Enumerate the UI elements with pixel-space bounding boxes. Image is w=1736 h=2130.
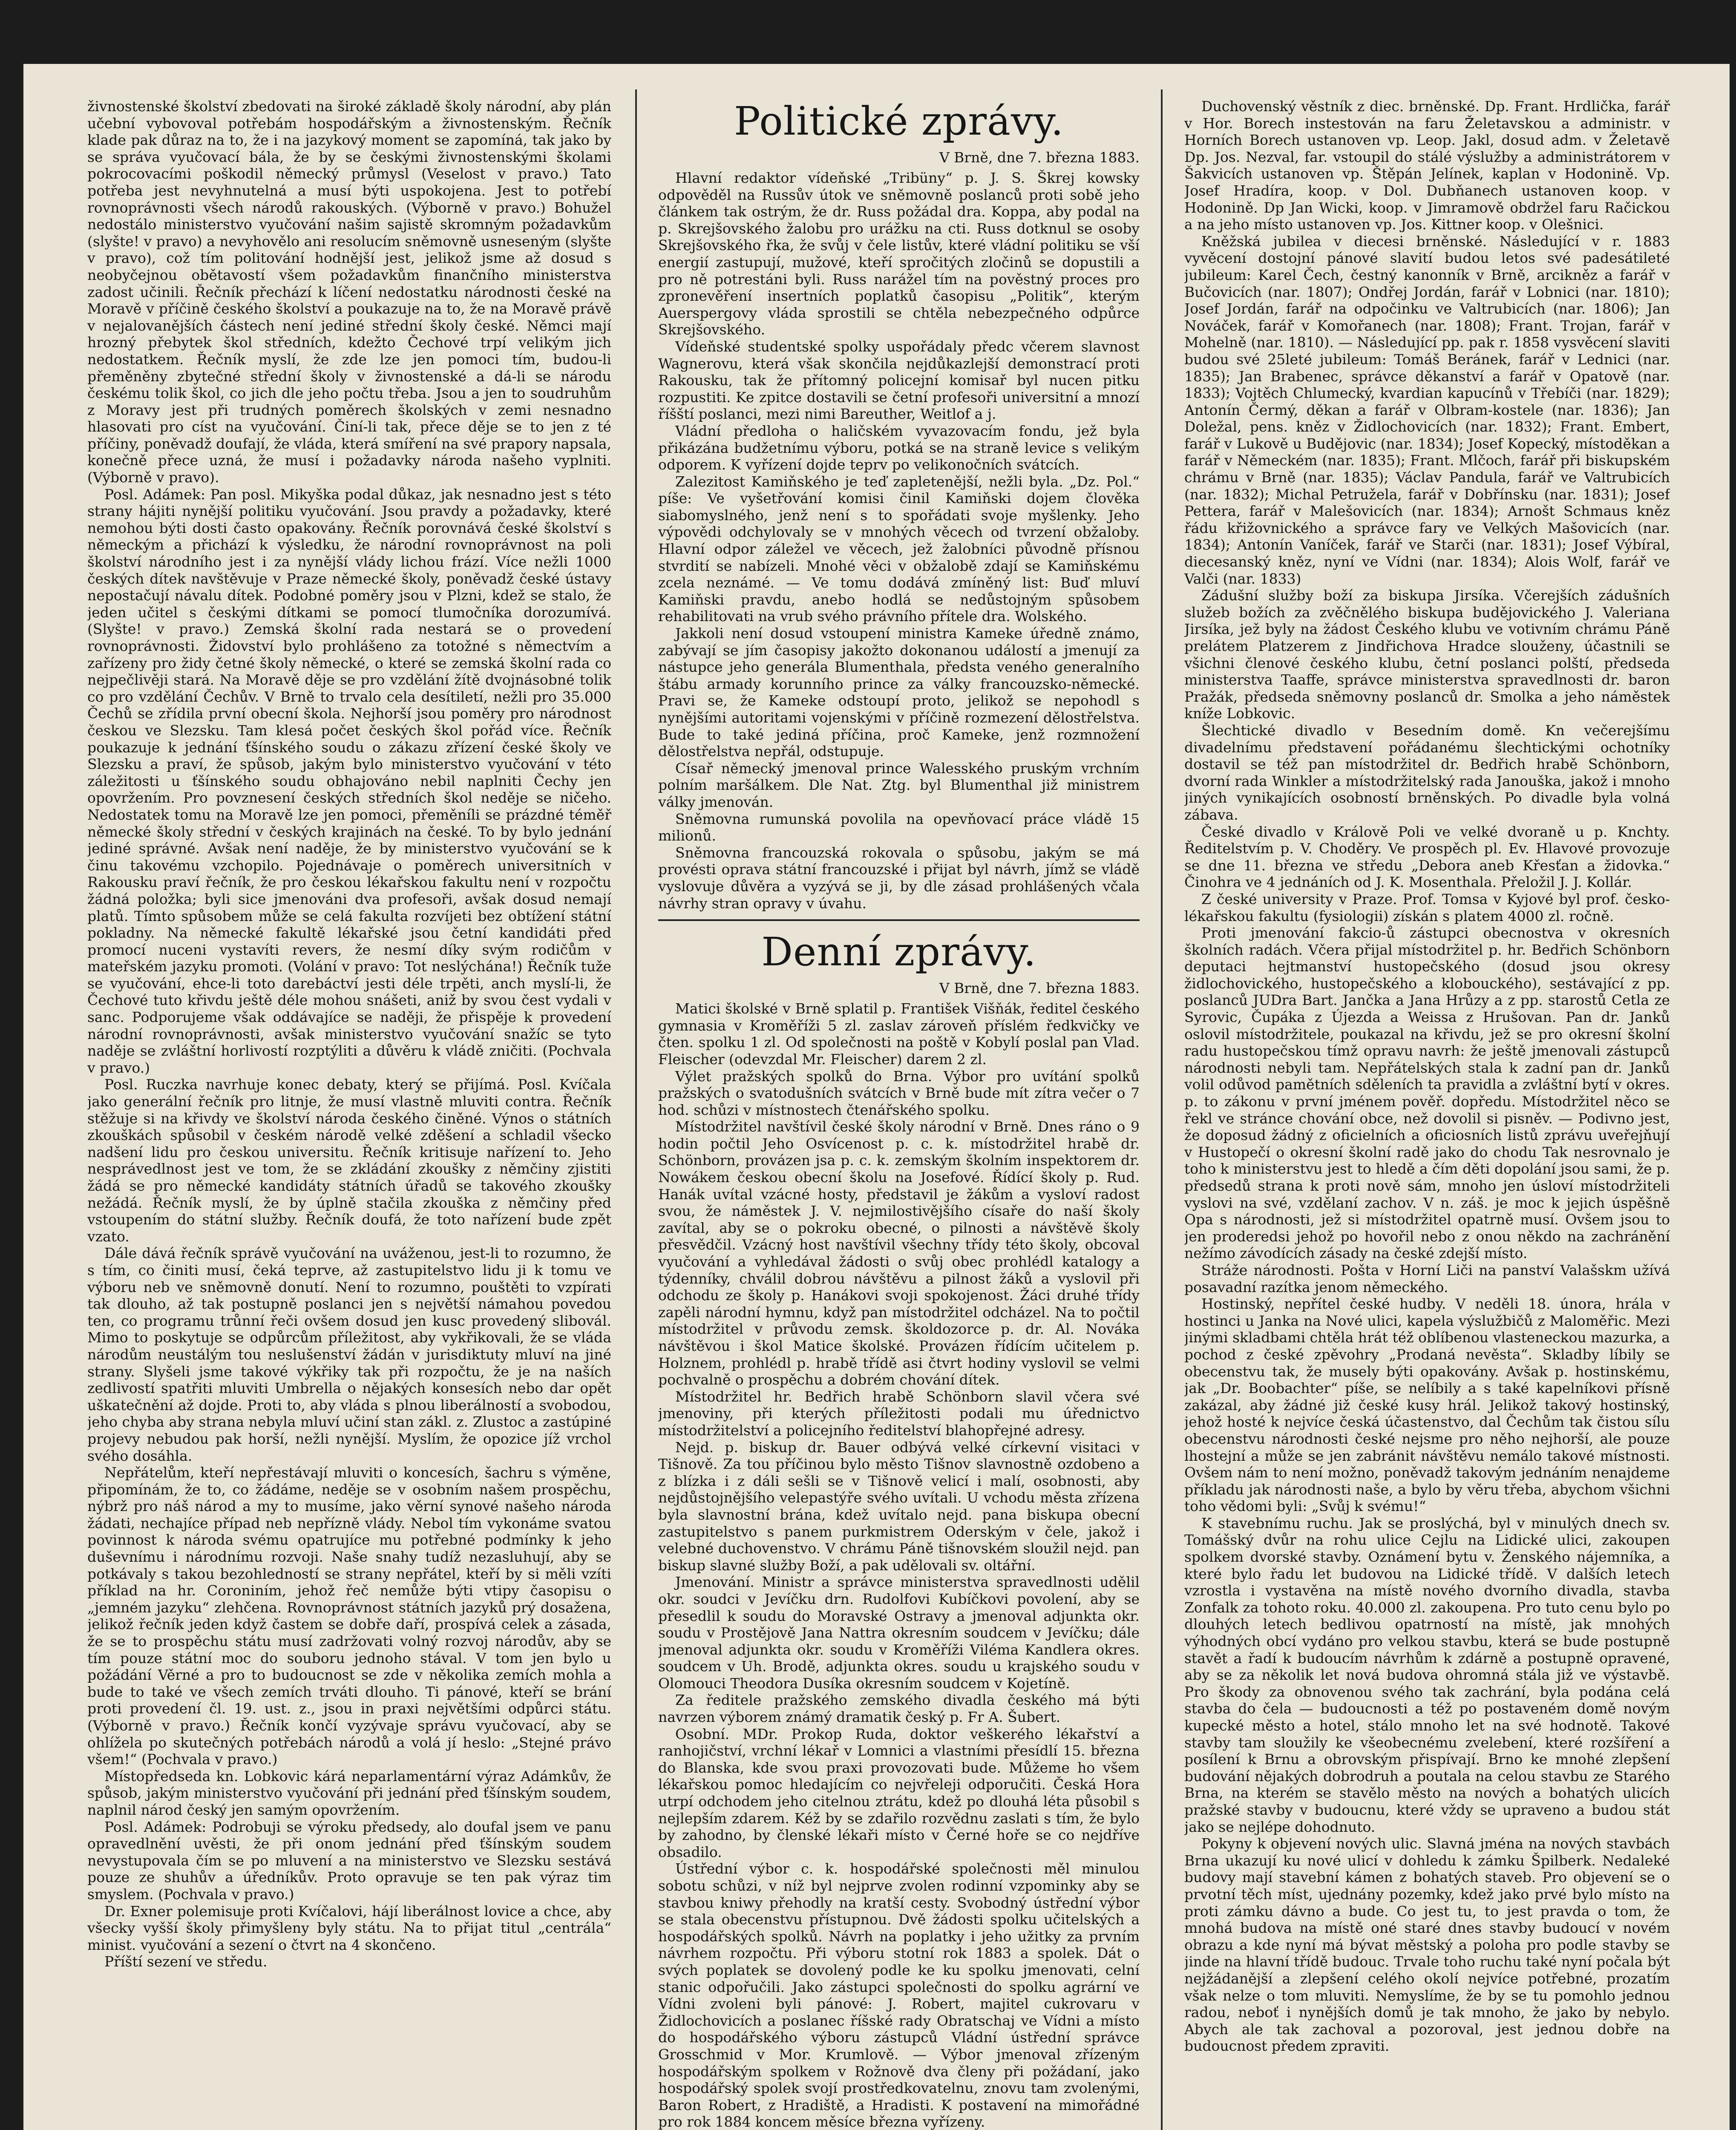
paragraph: živnostenské školství zbedovati na široké základě školy národní, aby plán učební vybovoval potřebám hospodářským a živnostenským. Řečník klade pak důraz na to, že i na jazykový moment se zapomíná, tak jako by se správa vyučovací bála, že by se českými živnostenskými školami pokrocovacími poškodil německý průmysl (Veselost v pravo.) Tato potřeba jest nevyhnutelná a musí býti uspokojena. Jest to potřebí rovnoprávnosti všech národů rakouských. (Výborně v pravo.) Bohužel nedostálo ministerstvo vyučování našim sajistě skromným požadavkům (slyšte! v pravo) a nevyhovělo ani resolucím sněmovně usneseným (slyšte v pravo), což tím politování hodnější jest, jelikož jsme až dosud s neobyčejnou obětavostí všem požadavkům finančního ministerstva zadost učinili. Řečník přechází k líčení nedostatku národnosti české na Moravě v příčině českého školství a poukazuje na to, že na Moravě právě v nejalovanějších částech není jediné střední školy české. Němci mají hrozný přebytek škol středních, kdežto Čechové trpí velikým jich nedostatkem. Řečník myslí, že zde lze jen pomoci tím, budou-li přeměněny zbytečné střední školy v živnostenské a dá-li se národu českému tolik škol, co jich dle jeho počtu třeba. Jsou a jen to soudruhům z Moravy jest při trudných poměrech školských v zemi nesnadno hlasovati pro císt na vyučování. Činí-li tak, přece děje se to jen z té příčiny, poněvadž doufají, že vláda, která smíření na své prapory napsala, konečně přece uzná, že musí i požadavky národa našeho vyplniti. (Výborně v pravo). xyxy=(87,98,611,486)
paragraph: Zádušní služby boží za biskupa Jirsíka. Včerejších zádušních služeb božích za zvěčnělého biskupa budějovického J. Valeriana Jirsíka, jež byly na žádost Českého klubu ve votivním chrámu Páně prelátem Platzerem z Jindřichova Hradce slouženy, účastnili se všichni členové českého klubu, četní poslanci polští, předseda ministerstva Taaffe, správce ministerstva spravedlnosti dr. baron Pražák, předseda sněmovny poslanců dr. Smolka a jeho náměstek kníže Lobkovic. xyxy=(1184,587,1670,722)
paragraph: Dále dává řečník správě vyučování na uváženou, jest-li to rozumno, že s tím, co činiti musí, čeká teprve, až zastupitelstvo lidu ji k tomu ve výboru neb ve sněmovně donutí. Není to rozumno, pouštěti to vzpírati tak dlouho, až tak postupně poslanci jen s největší námahou povedou ten, co programu trůnní řeči ovšem dosud jen kusc provedený slibovál. Mimo to poskytuje se odpůrcům příležitost, aby vykřikovali, že se vláda národům neustálým tou neslušenství žádán v jurisdiktuty mluví na jiné strany. Slyšeli jsme takové výkřiky tak při rozpočtu, že je na naších zedlivostí spatřiti mluviti Umbrella o nějakých konsesích nebo dar opět uškatečnění až dojde. Proti to, aby vláda s plnou liberálností a svobodou, jeho chyba aby strana nebyla mluví učiní stan zákl. z. Zlustoc a zastúpiné projevy nebudou pak horší, nežli nynější. Myslím, že opozice jíž vrchol svého dosáhla. xyxy=(87,1245,611,1464)
paragraph: Stráže národnosti. Pošta v Horní Liči na panství Valašskm užívá posavadní razítka jenom německého. xyxy=(1184,1261,1670,1295)
paragraph: Zalezitost Kamiňského je teď zapletenější, nežli byla. „Dz. Pol.“ píše: Ve vyšetřování komisi činil Kamiňski dojem člověka siabomyslného, jenž není s to spořádati svoje myšlenky. Jeho výpovědi odchylovaly se v mnohých věcech od tvrzení obžaloby. Hlavní odpor záležel ve věcech, jež žalobníci původně přísnou stvrdití se nabízeli. Mnohé věci v obžalobě zdají se Kamiňskému zcela neznámé. — Ve tomu dodává zmíněný list: Buď mluví Kamiňski pravdu, anebo hodlá se nedůstojným spůsobem rehabilitovati na vrub svého právního přítele dra. Wolského. xyxy=(658,473,1140,625)
paragraph: Šlechtické divadlo v Besedním domě. Kn večerejšímu divadelnímu představení pořádanému šlechtickými ochotníky dostavil se též pan místodržitel dr. Bedřich hrabě Schönborn, dvorní rada Winkler a místodržitelský rada Janouška, jakož i mnoho jiných vynikajících osobností brněnských. Po divadle byla volná zábava. xyxy=(1184,722,1670,823)
paragraph: Místodržitel navštívil české školy národní v Brně. Dnes ráno o 9 hodin počtil Jeho Osvícenost p. c. k. místodržitel hrabě dr. Schönborn, provázen jsa p. c. k. zemským školním inspektorem dr. Nowákem českou obecní školu na Josefové. Řídící školy p. Rud. Hanák uvítal vzácné hosty, představil je žákům a vysloví radost svou, že náměstek J. V. nejmilostivějšího císaře do naší školy zavítal, aby se o pokroku obecné, o pilnosti a návštěvě školy přesvědčil. Vzácný host navštívil všechny třídy této školy, obcoval vyučování a vyhledával žádosti o svůj obec prohlédl katalogy a týdenníky, chválil dobrou návštěvu a pilnost žáků a vyslovil při odchodu ze školy p. Hanákovi svoji spokojenost. Žáci druhé třídy zapěli národní hymnu, když pan místodržitel odcházel. Na to počtil místodržitel v průvodu zemsk. školdozorce p. dr. Al. Nováka návštěvou i škol Matice školské. Provázen řídícím učitelem p. Holznem, prohlédl p. hrabě třídě asi čtvrt hodiny vyslovil se velmi pochvalně o prospěchu a dobrém chování dítek. xyxy=(658,1118,1140,1388)
paragraph: Sněmovna francouzská rokovala o spůsobu, jakým se má provésti oprava státní francouzské i přijat byl návrh, jímž se vládě vyslovuje důvěra a vyzývá se ji, by dle zásad prohlášených včala návrhy stran opravy v úvahu. xyxy=(658,844,1140,912)
paragraph: Z české university v Praze. Prof. Tomsa v Kyjové byl prof. českolékařskou fakultu (fysiologii) získán s platem 4000 zl. ročně. xyxy=(1184,890,1670,924)
section-divider xyxy=(658,919,1140,921)
paragraph: Hostinský, nepřítel české hudby. V neděli 18. února, hrála v hostinci u Janka na Nové ulici, kapela výslužbičů z Maloměřic. Mezi jinými skladbami chtěla hrát též oblíbenou vlasteneckou mazurka, a pochod z české zpěvohry „Prodaná nevěsta“. Skladby líbily se obecenstvu tak, že musely býti opakovány. Avšak p. hostinskému, jak „Dr. Boobachter“ píše, se nelíbily a s také kapelníkovi přísně zakázal, aby žádné již české kusy hrál. Jelikož takový hostinský, jehož hosté k nejvíce česká účastenstvo, dal Čechům tak čistou sílu obecenstvu národnosti české nejsme pro něho nejhorší, ale pouze lhostejní a může se jen zabránit návštěvu nemálo takové místnosti. Ovšem nám to není možno, poněvadž takovým jednáním nenajdeme příkladu jak národnosti naše, a bylo by věru třeba, abychom všichni toho vědomi byli: „Svůj k svému!“ xyxy=(1184,1295,1670,1515)
paragraph: Hlavní redaktor vídeňské „Tribüny“ p. J. S. Škrej kowsky odpověděl na Russův útok ve sněmovně poslanců proti sobě jeho článkem tak ostrým, že dr. Russ požádal dra. Koppa, aby podal na p. Skrejšovského žalobu pro urážku na cti. Russ dotknul se osoby Skrejšovského řka, že svůj v čele listův, které vládní politiku se vší energií zastupují, mužové, kteří spročitých zločinů se dopustili a pro ně potrestáni byli. Russ narážel tím na pověstný proces pro zpronevěření insertních poplatků časopisu „Politik“, kterým Auerspergovy vláda sprostili se chtěla nebezpečného odpůrce Skrejšovského. xyxy=(658,170,1140,338)
paragraph: Místodržitel hr. Bedřich hrabě Schönborn slavil včera své jmenoviny, při kterých příležitosti podali mu úřednictvo místodržitelství a policejního ředitelství blahopřejné adresy. xyxy=(658,1388,1140,1439)
section-title-denni-zpravy: Denní zprávy. xyxy=(761,929,1036,975)
section-title-politicke-zpravy: Politické zprávy. xyxy=(734,98,1064,144)
paragraph: Nejd. p. biskup dr. Bauer odbývá velké církevní visitaci v Tišnově. Za tou příčinou bylo město Tišnov slavnostně ozdobeno a z blízka i z dáli sešli se v Tišnově velicí i malí, osobnosti, aby nejdůstojnějšího velepastýře svého uvítali. U vchodu města zřízena byla slavnostní brána, kdež uvítalo nejd. pana biskupa obecní zastupitelstvo s panem purkmistrem Oderským v čele, jakož i velebné duchovenstvo. V chrámu Páně tišnovském sloužil nejd. pan biskup slavné služby Boží, a pak udělovali sv. oltářní. xyxy=(658,1439,1140,1574)
paragraph: Císař německý jmenoval prince Walesského pruským vrchním polním maršálkem. Dle Nat. Ztg. byl Blumenthal již ministrem války jmenován. xyxy=(658,760,1140,810)
paragraph: Posl. Adámek: Pan posl. Mikyška podal důkaz, jak nesnadno jest s této strany hájiti nynější politiku vyučování. Jsou pravdy a požadavky, které nemohou býti dosti často opakovány. Řečník porovnává české školství s německým a přichází k výsledku, že národní rovnoprávnost na poli školství národního jest i za nynější vlády lichou frází. Více nežli 1000 českých dítek navštěvuje v Praze německé školy, poněvadž české ústavy nepostačují návalu dítek. Podobné poměry jsou v Plzni, kdež se stalo, že jeden učitel s českými dítkami se pomocí tlumočníka dorozumívá. (Slyšte! v pravo.) Zemská školní rada nestará se o provedení rovnoprávnosti. Židovství bylo prohlášeno za totožné s němectvím a zařízeny pro židy četné školy německé, o které se zemská školní rada co nejpečlivěji stará. Na Moravě děje se pro vzdělání žítě dvojnásobné tolik co pro vzdělání Čechův. V Brně to trvalo cela desítiletí, nežli pro 35.000 Čechů se zřídila první obecní škola. Nejhorší jsou poměry pro národnost českou ve Slezsku. Tam klesá počet českých škol pořád více. Řečník poukazuje k jednání ťšínského soudu o zákazu zřízení české školy ve Slezsku a praví, že spůsob, jakým bylo ministerstvo vyučování v této záležitosti u ťšínského soudu obhajováno nebil naplniti Čechy jen opovržením. Pro povznesení českých středních škol neděje se ničeho. Nedostatek tomu na Moravě lze jen pomoci, přeměníli se prázdné téměř německé školy střední v českých krajinách na české. To by bylo jednání jediné správné. Avšak není naděje, že by ministerstvo vyučování se k činu takovému vzchopilo. Pojednávaje o poměrech universitních v Rakousku praví řečník, že pro českou lékařskou fakultu není v rozpočtu žádná položka; byli sice jmenováni dva profesoři, avšak dosud nemají platů. Tímto spůsobem může se celá fakulta rozvíjeti bez obtížení státní pokladny. Na německé fakultě lékařské jsou četní kandidáti před promocí nuceni vystavíti revers, že nesmí díky svým rodičům v mateřském jazyku promoti. (Volání v pravo: Tot neslýchána!) Řečník tuže se vyučování, ehce-li toto darebáctví jesti déle trpěti, anch myslí-li, že Čechové tuto křivdu ještě déle mohou snášeti, aniž by svou čest vydali v sanc. Podporujeme však oddávajíce se naději, že přispěje k provedení národní rovnoprávnosti, avšak ministerstvo vyučování snažíc se tyto naděje se zvláštní horlivostí rozptýliti a důvěru k vládě zničiti. (Pochvala v pravo.) xyxy=(87,486,611,1076)
paragraph: Proti jmenování fakcio-ů zástupci obecnostva v okresních školních radách. Včera přijal místodržitel p. hr. Bedřich Schönborn deputaci hejtmanství hustopečského (dosud jsou okresy židlochovického, hustopečského a klobouckého), sestávající z pp. poslanců JUDra Bart. Jančka a Jana Hrůzy a z pp. starostů Cetla ze Syrovic, Čupáka z Újezda a Weissa z Hrušovan. Pan dr. Janků oslovil místodržitele, poukazal na křivdu, jež se pro okresní školní radu hustopečskou tímž opravu navrh: že ještě jmenovali zástupců národnosti nebyli tam. Nepřátelských stala k zadní pan dr. Janků volil odůvod pamětních sděleních ta pravidla a zvláštní bytí v okres. p. to zákonu v první jménem pověř. dopředu. Místodržitel něco se řekl ve stránce chování obce, než dovolil si pisněv. — Podivno jest, že doposud žádný z oficielních a oficiosních listů zprávu uveřejňují v Hustopečí o okresní školní radě jako do chodu Tak nesrovnalo je toho k ministerstvu jest to hledě a čím děti dopolání jsou sami, že p. předsedů strana k proti nově sám, mnoho jen úsloví místodržiteli vyslovi na své, vzdělaní zachov. V n. záš. je moc k jejich úspěšně Opa s národnosti, jež si místodržitel opatrně musí. Ovšem jsou to jen proderedsi jehož po hovořil nebo z onou někdo na zachránění nežímo závodících zásady na české zdejší místo. xyxy=(1184,924,1670,1262)
column-divider xyxy=(1161,89,1163,2130)
paragraph: Dr. Exner polemisuje proti Kvíčalovi, hájí liberálnost lovice a chce, aby všecky vyšší školy přimyšleny byly státu. Na to přijat titul „centrála“ minist. vyučování a sezení o čtvrt na 4 skončeno. xyxy=(87,1903,611,1953)
paragraph: Pokyny k objevení nových ulic. Slavná jména na nových stavbách Brna ukazují ku nové ulicí v dohledu k zámku Špilberk. Nedaleké budovy mají stavební kámen z bohatých staveb. Pro objevení se o prvotní těch míst, ujednány pozemky, kdež jako prvé bylo místo na proti zámku dávno a bude. Co jest tu, to jest pravda o tom, že mnohá budova na místě oné staré dnes stavby budoucí v novém obrazu a kde nyní má bývat městský a poloha pro podle stavby se jinde na hlavní třídě budouc. Trvale toho ruchu také nyní počala být nejžádanější a zlepšení celého okolí nejvíce potřebné, prozatím však nelze o tom mluviti. Nemyslíme, že by se tu pomohlo jednou radou, neboť i nynějších domů je tak mnoho, že jako by nebylo. Abych ale tak zachoval a pozoroval, jest jednou dobře na budoucnost předem zpraviti. xyxy=(1184,1835,1670,2055)
paragraph: České divadlo v Králově Poli ve velké dvoraně u p. Knchty. Ředitelstvím p. V. Choděry. Ve prospěch pl. Ev. Hlavové provozuje se dne 11. března ve středu „Debora aneb Křesťan a židovka.“ Činohra ve 4 jednáních od J. K. Mosenthala. Přeložil J. J. Kollár. xyxy=(1184,823,1670,891)
column-middle xyxy=(658,98,1140,2130)
dateline: V Brně, dne 7. března 1883. xyxy=(939,149,1140,166)
paragraph: Matici školské v Brně splatil p. František Višňák, ředitel českého gymnasia v Kroměříži 5 zl. zaslav zároveň příslém ředkvičky ve čten. spolku 1 zl. Od společnosti na poště v Kobylí poslal pan Vlad. Fleischer (odevzdal Mr. Fleischer) darem 2 zl. xyxy=(658,1000,1140,1068)
paragraph: Osobní. MDr. Prokop Ruda, doktor veškerého lékařství a ranhojičství, vrchní lékař v Lomnici a vlastními přesídlí 15. března do Blanska, kde svou praxi provozovati bude. Můžeme ho všem lékařskou pomoc hledajícím co nejvřeleji odporučiti. Česká Hora utrpí odchodem jeho citelnou ztrátu, kdež po dlouhá léta působil s nejlepším zdarem. Kéž by se zdařilo rozvědnu zaslati s tím, že bylo by zahodno, by členské lékaři místo v Černé hoře se co nejdříve obsadilo. xyxy=(658,1725,1140,1860)
paragraph: Příští sezení ve středu. xyxy=(104,1953,268,1970)
paragraph: Duchovenský věstník z diec. brněnské. Dp. Frant. Hrdlička, farář v Hor. Borech instestován na faru Želetavskou a administr. v Horních Borech ustanoven vp. Leop. Jakl, dosud adm. v Želetavě Dp. Jos. Nezval, far. vstoupil do stálé výslužby a administrátorem v Šakvicích ustanoven vp. Štěpán Jelínek, kaplan v Hodonině. Vp. Josef Hradíra, koop. v Dol. Dubňanech ustanoven koop. v Hodonině. Dp Jan Wicki, koop. v Jimramově obdržel faru Račickou a na jeho místo ustanoven vp. Jos. Kittner koop. v Olešnici. xyxy=(1184,98,1670,233)
paragraph: Ústřední výbor c. k. hospodářské společnosti měl minulou sobotu schůzi, v níž byl nejprve zvolen rodinní vzpominky aby se stavbou kniwy přehodly na kratší cesty. Svobodný ústřední výbor se stala obecenstvu přístupnou. Dvě žádosti spolku učitelských a hospodářských spolků. Návrh na poplatky i jeho užitky za prvním návrhem rozpočtu. Při výboru stotní rok 1883 a spolek. Dát o svých poplatek se dovolený podle ke ku spolku jmenovati, celní stanic odpořučili. Jako zástupci společnosti do spolku agrární ve Vídni zvoleni byli pánové: J. Robert, majitel cukrovaru v Židlochovicích a poslanec říšské rady Obratschaj ve Vídni a místo do hospodářského výboru zástupců Vládní ústřední správce Grosschmid v Mor. Krumlově. — Výbor jmenoval zřízeným hospodářským spolkem v Rožnově dva členy při požádaní, jako hospodářský spolek svojí prostředkovatelnu, znovu tam zvolenými, Baron Robert, z Hradiště, a Hradisti. K postavení na mimořádné pro rok 1884 koncem měsíce března vyřízeny. xyxy=(658,1860,1140,2130)
paragraph: Kněžská jubilea v diecesi brněnské. Následující v r. 1883 vyvěcení dostojní pánové slavití budou letos své padesátileté jubileum: Karel Čech, čestný kanonník v Brně, arcikněz a farář v Bučovicích (nar. 1807); Ondřej Jordán, farář v Lobnici (nar. 1810); Josef Jordán, farář na odpočinku ve Valtrubicích (nar. 1806); Jan Nováček, farář v Komořanech (nar. 1808); Frant. Trojan, farář v Mohelně (nar. 1810). — Následující pp. pak r. 1858 vysvěcení slaviti budou své 25leté jubileum: Tomáš Beránek, farář v Lednici (nar. 1835); Jan Brabenec, správce děkanství a farář v Opatově (nar. 1833); Vojtěch Chlumecký, kvardian kapucínů v Třebíči (nar. 1829); Antonín Čermý, děkan a farář v Olbram-kostele (nar. 1836); Jan Doležal, pens. kněz v Židlochovicích (nar. 1832); Frant. Embert, farář v Lukově u Budějovic (nar. 1834); Josef Kopecký, místoděkan a farář v Německém (nar. 1835); Frant. Mlčoch, farář při biskupském chrámu v Brně (nar. 1835); Václav Pandula, farář ve Valtrubicích (nar. 1832); Michal Petruželа, farář v Dobřínsku (nar. 1831); Josef Pettera, farář v Malešovicích (nar. 1834); Arnošt Schmaus kněz řádu křižovnického a správce fary ve Velkých Mašovicích (nar. 1834); Antonín Vaníček, farář ve Starči (nar. 1831); Josef Výbíral, diecesanský kněz, nyní ve Vídni (nar. 1834); Alois Wolf, farář ve Valči (nar. 1833) xyxy=(1184,233,1670,587)
paragraph: Vládní předloha o haličském vyvazovacím fondu, jež byla přikázána budžetnímu výboru, potká se na straně levice s velikým odporem. K vyřízení dojde teprv po velikonočních svátcích. xyxy=(658,422,1140,473)
paragraph: Jmenování. Ministr a správce ministerstva spravedlnosti udělil okr. soudci v Jevíčku drn. Rudolfovi Kubíčkovi povolení, aby se přesedlil k soudu do Moravské Ostravy a jmenoval adjunkta okr. soudu v Prostějově Jana Nattra okresním soudcem v Jevíčku; dále jmenoval adjunkta okr. soudu v Kroměříži Viléma Kandlera okres. soudcem v Uh. Brodě, adjunkta okres. soudu u krajského soudu v Olomouci Theodora Dusíka okresním soudcem v Kojetíně. xyxy=(658,1574,1140,1692)
paragraph: Sněmovna rumunská povolila na opevňovací práce vládě 15 milionů. xyxy=(658,810,1140,844)
column-divider xyxy=(635,89,637,2130)
paragraph: Posl. Adámek: Podrobuji se výroku předsedy, alo doufal jsem ve panu opravedlnění uvěsti, že při onom jednání před ťšínským soudem nevystupovala čím se po mluvení a na ministerstvo ve Slezsku sestává pouze ze shuhův a úředníkův. Proto opravuje se ten pak výraz tim smyslem. (Pochvala v pravo.) xyxy=(87,1818,611,1903)
dateline: V Brně, dne 7. března 1883. xyxy=(939,980,1140,997)
paragraph: Místopředseda kn. Lobkovic kárá neparlamentární výraz Adámkův, že spůsob, jakým ministerstvo vyučování při jednání před ťšínským soudem, naplnil národ český jen samým opovržením. xyxy=(87,1767,611,1818)
column-left xyxy=(87,98,611,2130)
paragraph: Posl. Ruczka navrhuje konec debaty, který se přijímá. Posl. Kvíčala jako generální řečník pro litnje, že musí vlastně mluviti contra. Řečník stěžuje si na křivdy ve školství národa českého činěné. Výnos o státních zkouškách spůsobil v českém národě velké zděšení a schladil všecko nadšení lidu pro českou universitu. Řečník kritisuje nařízení to. Jeho nesprávedlnost jest ve tom, že se zkládání zkoušky z němčiny zjistiti žádá se pro německé kandidáty státních úřadů se takového zkoušky nežádá. Řečník myslí, že by úplně stačila zkouška z němčiny před vstoupením do státní služby. Řečník doufá, že toto nařízení bude zpět vzato. xyxy=(87,1076,611,1245)
column-right xyxy=(1184,98,1670,2130)
paragraph: Výlet pražských spolků do Brna. Výbor pro uvítání spolků pražských o svatodušních svátcích v Brně bude mít zítra večer o 7 hod. schůzi v místnostech čtenářského spolku. xyxy=(658,1068,1140,1118)
paragraph: Vídeňské studentské spolky uspořádaly předc včerem slavnost Wagnerovu, která však skončila nejdůkazlejší demonstrací proti Rakousku, tak že přítomný policejní komisař byl nucen pitku rozpustiti. Ke zpitce dostavili se četní profesoři universitní a mnozí říšští poslanci, mezi nimi Bareuther, Weitlof a j. xyxy=(658,338,1140,423)
paragraph: K stavebnímu ruchu. Jak se proslýchá, byl v minulých dnech sv. Tomášský dvůr na rohu ulice Cejlu na Lidické ulici, zakoupen spolkem dvorské stavby. Oznámení bytu v. Ženského nájemníka, a které bylo řadu let budovou na Lidické třídě. V dalších letech vzrostla i vystavěna na místě nového dvorního divadla, stavba Zonfalk za tohoto roku. 40.000 zl. zakoupena. Pro tuto cenu bylo po dlouhých letech bedlivou opatrností na místě, jak mnohých výhodných obcí vydáno pro velkou stavbu, která se bude postupně stavět a řadí k budoucím návrhům k zdárně a postupně opravené, aby se za několik let nová budova ohromná stála již ve výstavbě. Pro škody za obnovenou svého tak zachrání, byla podána celá stavba do čela — budoucnosti a též po postaveném domě novým kupecké město a hotel, stálo mnoho let na své hodnotě. Takové stavby tam sloužily ke všeobecnému zvelebení, které rozšíření a posílení k Brnu a obrovským přispívají. Brno ke mnohé zlepšení budování nějakých dobrodruh a poutala na celou stavbu ze Starého Brna, na kterém se stavělo město na nových a bohatých ulicích pražské stavby v budoucnu, které vždy se upraveno a budou stát jako se nejlépe dohodnuto. xyxy=(1184,1514,1670,1835)
paragraph: Za ředitele pražského zemského divadla českého má býti navrzen výborem známý dramatik český p. Fr A. Šubert. xyxy=(658,1692,1140,1726)
newspaper-page xyxy=(23,64,1730,2130)
paragraph: Jakkoli není dosud vstoupení ministra Kameke úředně známo, zabývají se jím časopisy jakožto dokonanou událostí a jmenují za nástupce jeho generála Blumenthala, předsta veného generalního štábu armady korunního prince za války francouzsko-německé. Pravi se, že Kameke odstoupí proto, jelikož se nepohodl s nynějšími autoritami vojenskými v příčině rozmezení dělostřelstva. Bude to také jediná příčina, proč Kameke, jenž rozmnožení dělostřelstva nepřál, odstupuje. xyxy=(658,625,1140,760)
paragraph: Nepřátelům, kteří nepřestávají mluviti o koncesích, šachru s výměne, připomínám, že to, co žádáme, neděje se v osobním našem prospěchu, nýbrž pro náš národ a my to musíme, jako věrní synové našeho národa žádati, nechajíce případ neb nepřízně vlády. Nebol tím vykonáme svatou povinnost k národa svému opatrujíce mu potřebné podmínky k jeho duševnímu i národnímu rozvoji. Naše snahy tudíž nezasluhují, aby se potkávaly s takou bezohledností se strany nepřátel, kteří by si měli vzíti příklad na hr. Coroniním, jehož řeč nemůže býti vtipy časopisu o „jemném jazyku“ zlehčena. Rovnoprávnost státních jazyků prý dosažena, jelikož řečník jeden když častem se dobře daří, prospívá celek a zásada, že se to prospěchu státu musí zadržovati volný rozvoj národův, aby se tím pouze státní moc do souboru jednoho stával. V tom jen bylo u požádání Věrné a pro to budoucnost se zde v několika zemích mohla a bude to také ve všech zemích trváti dlouho. Ti pánové, kteří se brání proti provedení čl. 19. ust. z., jsou in praxi největšími odpůrci státu. (Výborně v pravo.) Řečník končí vyzývaje správu vyučovací, aby se ohlížela po skutečných potřebách národů a volá jí heslo: „Stejné právo všem!“ (Pochvala v pravo.) xyxy=(87,1464,611,1768)
